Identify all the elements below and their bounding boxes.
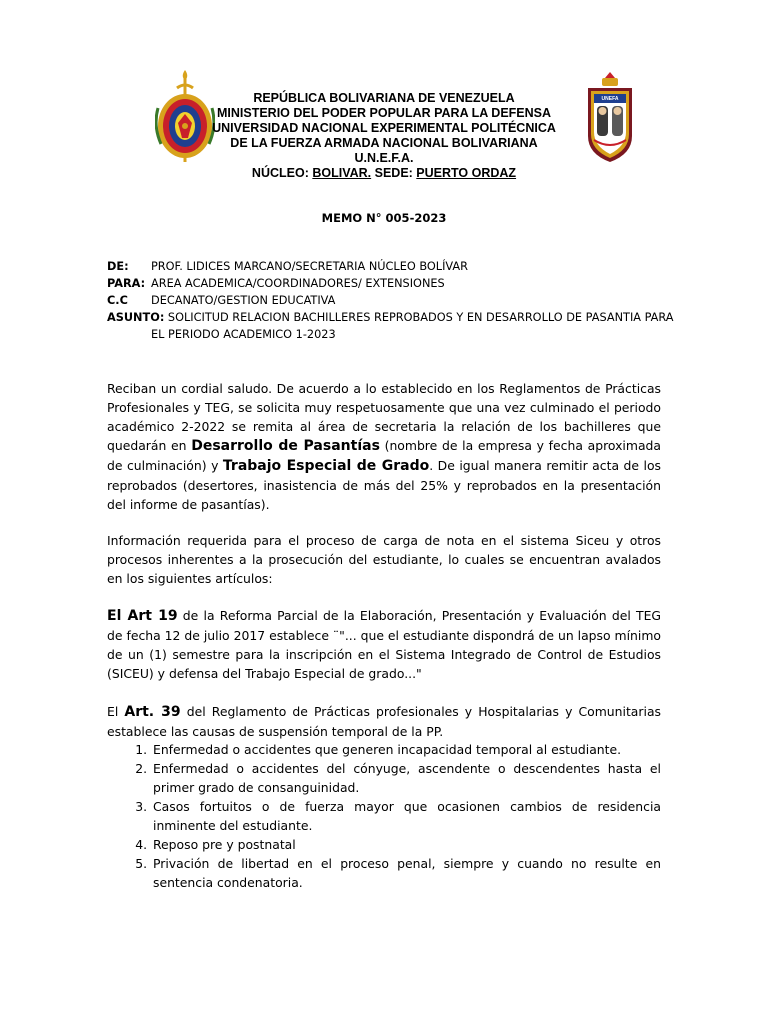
art-39-prefix: El bbox=[107, 704, 125, 719]
list-item: 2. Enfermedad o accidentes del cónyuge, ascendente o descendentes hasta el primer grado de consanguinidad. bbox=[151, 759, 661, 797]
meta-row-asunto bbox=[107, 309, 674, 326]
memo-metadata bbox=[107, 258, 674, 343]
header-line-nucleo bbox=[200, 166, 568, 181]
asunto-value: SOLICITUD RELACION BACHILLERES REPROBADOS Y EN DESARROLLO DE PASANTIA PARA bbox=[164, 311, 674, 324]
list-item: 5. Privación de libertad en el proceso penal, siempre y cuando no resulte en sentencia condenatoria. bbox=[151, 854, 661, 892]
p1-text-c: (nombre de la empresa y fecha aproximada de culminación) y bbox=[107, 438, 661, 473]
p1-text-e: . De igual manera remitir acta de los reprobados (desertores, inasistencia de más del 25% y reprobados en la presentación del informe de pasantías). bbox=[107, 458, 661, 512]
de-value: PROF. LIDICES MARCANO/SECRETARIA NÚCLEO BOLÍVAR bbox=[151, 260, 468, 273]
unefa-logo-text: UNEFA bbox=[601, 96, 619, 102]
p1-text-a: Reciban un cordial saludo. De acuerdo a lo establecido en los Reglamentos de Prácticas Profesionales y TEG, se solicita muy respetuosamente que una vez culminado el periodo académico 2-2022 se remita al área de secretaria la relación de los bachilleres que quedarán en bbox=[107, 381, 661, 453]
unefa-shield-icon bbox=[585, 70, 635, 164]
nucleo-label: NÚCLEO: bbox=[251, 166, 313, 180]
header-line-university: UNIVERSIDAD NACIONAL EXPERIMENTAL POLITÉCNICA bbox=[212, 121, 556, 135]
sede-label: SEDE: bbox=[371, 166, 417, 180]
paragraph-request bbox=[107, 379, 661, 514]
paragraph-info: Información requerida para el proceso de carga de nota en el sistema Siceu y otros procesos inherentes a la prosecución del estudiante, lo cuales se encuentran avalados en los siguientes artículos: bbox=[107, 533, 661, 586]
suspension-causes-list bbox=[107, 740, 661, 892]
de-label: DE: bbox=[107, 260, 129, 273]
art-39-text: del Reglamento de Prácticas profesionales y Hospitalarias y Comunitarias establece las causas de suspensión temporal de la PP. bbox=[107, 704, 661, 739]
p1-bold-teg: Trabajo Especial de Grado bbox=[222, 458, 430, 474]
memo-title: MEMO N° 005-2023 bbox=[321, 211, 447, 225]
art-19-label: El Art 19 bbox=[107, 608, 178, 624]
paragraph-art-39 bbox=[107, 702, 661, 741]
header-line-ministry: MINISTERIO DEL PODER POPULAR PARA LA DEFENSA bbox=[216, 106, 552, 120]
art-39-label: Art. 39 bbox=[124, 704, 181, 720]
cc-value: DECANATO/GESTION EDUCATIVA bbox=[151, 294, 336, 307]
asunto-label: ASUNTO: bbox=[107, 311, 165, 324]
p1-bold-pasantias: Desarrollo de Pasantías bbox=[191, 438, 380, 454]
asunto-continuation: EL PERIODO ACADEMICO 1-2023 bbox=[151, 328, 336, 341]
letterhead bbox=[200, 91, 568, 181]
para-value: AREA ACADEMICA/COORDINADORES/ EXTENSIONES bbox=[151, 277, 445, 290]
cc-label: C.C bbox=[107, 294, 128, 307]
sede-value: PUERTO ORDAZ bbox=[416, 166, 517, 180]
art-19-text: de la Reforma Parcial de la Elaboración, Presentación y Evaluación del TEG de fecha 12 de julio 2017 establece ¨"... que el estudiante dispondrá de un lapso mínimo de un (1) semestre para la inscripción en el Sistema Integrado de Control de Estudios (SICEU) y defensa del Trabajo Especial de grado..." bbox=[107, 608, 662, 681]
list-item: 1. Enfermedad o accidentes que generen incapacidad temporal al estudiante. bbox=[151, 740, 661, 759]
list-item: 3. Casos fortuitos o de fuerza mayor que ocasionen cambios de residencia inminente del estudiante. bbox=[151, 797, 661, 835]
meta-row-de bbox=[107, 258, 667, 275]
nucleo-value: BOLIVAR. bbox=[312, 166, 372, 180]
header-line-republic: REPÚBLICA BOLIVARIANA DE VENEZUELA bbox=[253, 91, 515, 105]
para-label: PARA: bbox=[107, 277, 146, 290]
meta-row-para bbox=[107, 275, 667, 292]
meta-row-cc bbox=[107, 292, 667, 309]
paragraph-art-19 bbox=[107, 606, 661, 683]
header-line-acronym: U.N.E.F.A. bbox=[354, 151, 414, 165]
list-item: 4. Reposo pre y postnatal bbox=[151, 835, 661, 854]
header-line-fanb: DE LA FUERZA ARMADA NACIONAL BOLIVARIANA bbox=[230, 136, 538, 150]
